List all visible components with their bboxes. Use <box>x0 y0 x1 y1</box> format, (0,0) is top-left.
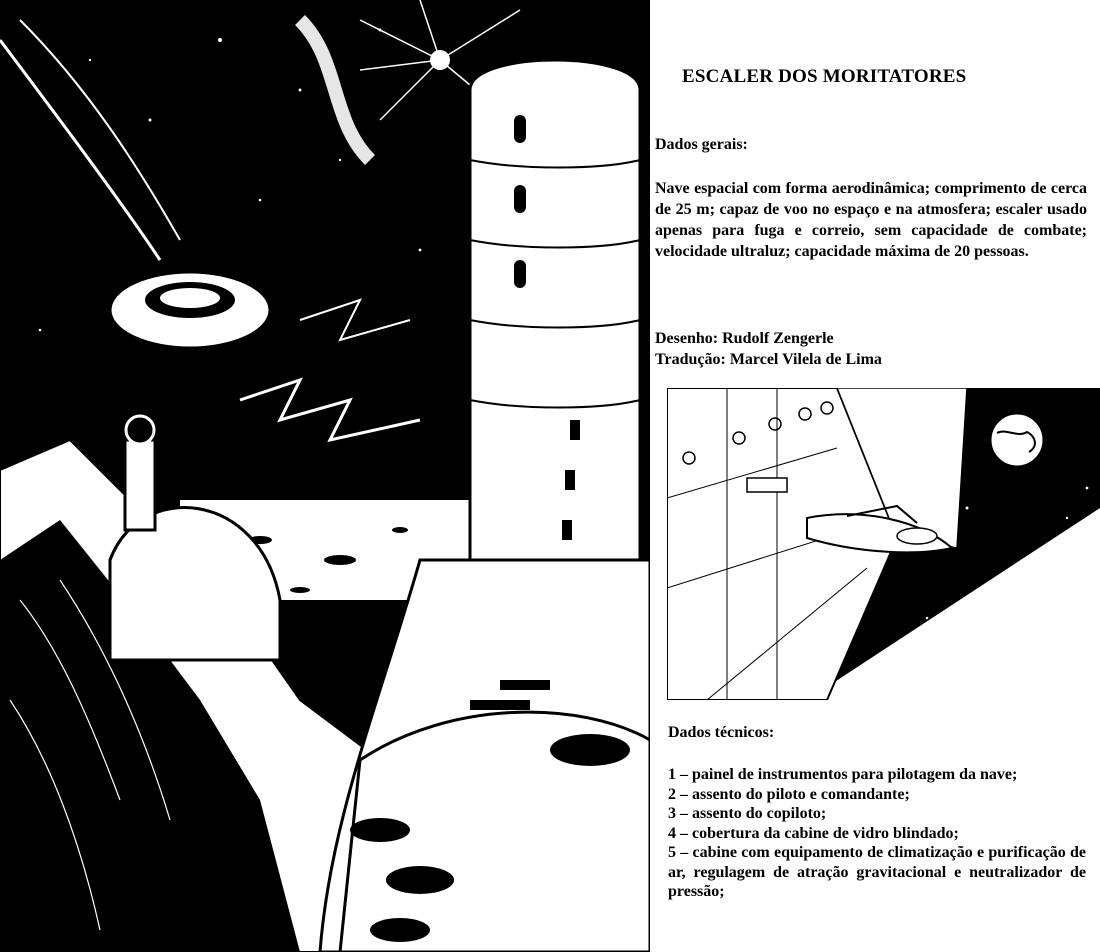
drawing-credit: Desenho: Rudolf Zengerle <box>655 330 834 347</box>
list-item: 2 – assento do piloto e comandante; <box>668 785 910 803</box>
technical-data-heading: Dados técnicos: <box>668 724 775 741</box>
hangar-illustration <box>667 388 1100 700</box>
general-data-heading: Dados gerais: <box>655 136 748 153</box>
general-data-body: Nave espacial com forma aerodinâmica; comprimento de cerca de 25 m; capaz de voo no espaço e na atmosfera; escaler usado apenas para fuga e correio, sem capacidade de combate; velocidade ultraluz; capacidade máxima de 20 pessoas. <box>655 180 1087 260</box>
list-item: 1 – painel de instrumentos para pilotagem da nave; <box>668 766 1018 783</box>
list-item: 3 – assento do copiloto; <box>668 805 827 822</box>
translation-credit: Tradução: Marcel Vilela de Lima <box>655 351 882 368</box>
technical-data-list <box>668 765 1086 902</box>
list-item: 5 – cabine com equipamento de climatização e purificação de ar, regulagem de atração gravitacional e neutralizador de pressão; <box>668 844 1086 900</box>
page-title: ESCALER DOS MORITATORES <box>682 66 967 87</box>
list-item: 4 – cobertura da cabine de vidro blindado; <box>668 824 959 842</box>
